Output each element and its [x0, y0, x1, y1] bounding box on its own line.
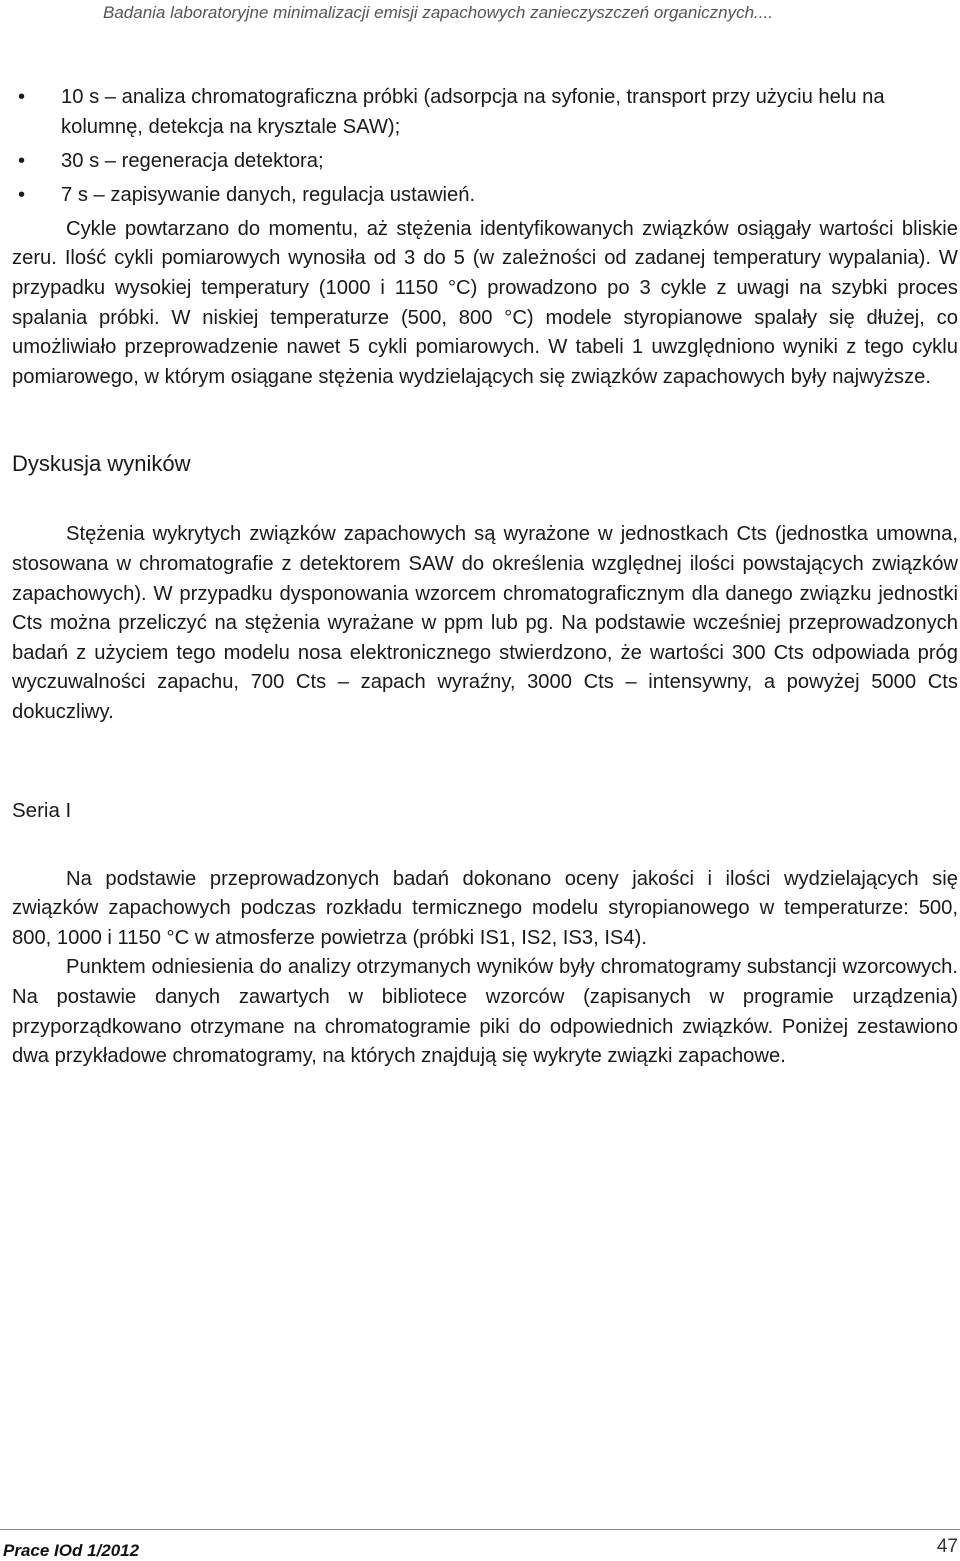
running-header: Badania laboratoryjne minimalizacji emisji zapachowych zanieczyszczeń organicznych.... — [103, 3, 773, 22]
list-item — [12, 147, 958, 177]
paragraph-reference: Punktem odniesienia do analizy otrzymanych wyników były chromatogramy substancji wzorcowych. Na postawie danych zawartych w bibliotece wzorców (zapisanych w programie urządzenia) przyporządkowano otrzymane na chromatogramie piki do odpowiednich związków. Poniżej zestawiono dwa przykładowe chromatogramy, na których znajdują się wykryte związki zapachowe. — [12, 956, 958, 1068]
bullet-icon: • — [18, 149, 26, 172]
list-item-text: 7 s – zapisywanie danych, regulacja ustawień. — [61, 183, 476, 206]
paragraph-discussion: Stężenia wykrytych związków zapachowych są wyrażone w jednostkach Cts (jednostka umowna, stosowana w chromatografie z detektorem SAW do określenia względnej ilości powstających związków zapachowych). W przypadku dysponowania wzorcem chromatograficznym dla danego związku jednostki Cts można przeliczyć na stężenia wyrażane w ppm lub pg. Na podstawie wcześniej przeprowadzonych badań z użyciem tego modelu nosa elektronicznego stwierdzono, że wartości 300 Cts odpowiada próg wyczuwalności zapachu, 700 Cts – zapach wyraźny, 3000 Cts – intensywny, a powyżej 5000 Cts dokuczliwy. — [12, 523, 958, 723]
page-number: 47 — [936, 1536, 958, 1557]
list-item-text: 10 s – analiza chromatograficzna próbki (adsorpcja na syfonie, transport przy użyciu helu na kolumnę, detekcja na krysztale SAW); — [61, 86, 885, 138]
section-heading: Dyskusja wyników — [12, 451, 191, 477]
timing-bullet-list — [12, 83, 958, 210]
list-item — [12, 181, 958, 211]
subsection-heading: Seria I — [12, 798, 72, 822]
footer-divider — [0, 1529, 960, 1530]
paragraph-cycles: Cykle powtarzano do momentu, aż stężenia identyfikowanych związków osiągały wartości bliskie zeru. Ilość cykli pomiarowych wynosiła od 3 do 5 (w zależności od zadanej temperatury wypalania). W przypadku wysokiej temperatury (1000 i 1150 °C) prowadzono po 3 cykle z uwagi na szybki proces spalania próbki. W niskiej temperaturze (500, 800 °C) modele styropianowe spalały się dłużej, co umożliwiało przeprowadzenie nawet 5 cykli pomiarowych. W tabeli 1 uwzględniono wyniki z tego cyklu pomiarowego, w którym osiągane stężenia wydzielających się związków zapachowych były najwyższe. — [12, 217, 958, 388]
paragraph-series-1: Na podstawie przeprowadzonych badań dokonano oceny jakości i ilości wydzielających się związków zapachowych podczas rozkładu termicznego modelu styropianowego w temperaturze: 500, 800, 1000 i 1150 °C w atmosferze powietrza (próbki IS1, IS2, IS3, IS4). — [12, 867, 958, 949]
footer-journal-name: Prace IOd 1/2012 — [3, 1541, 140, 1560]
list-item — [12, 83, 958, 142]
bullet-icon: • — [18, 183, 26, 206]
bullet-icon: • — [18, 86, 26, 108]
page-body — [12, 83, 958, 1072]
list-item-text: 30 s – regeneracja detektora; — [61, 149, 324, 172]
